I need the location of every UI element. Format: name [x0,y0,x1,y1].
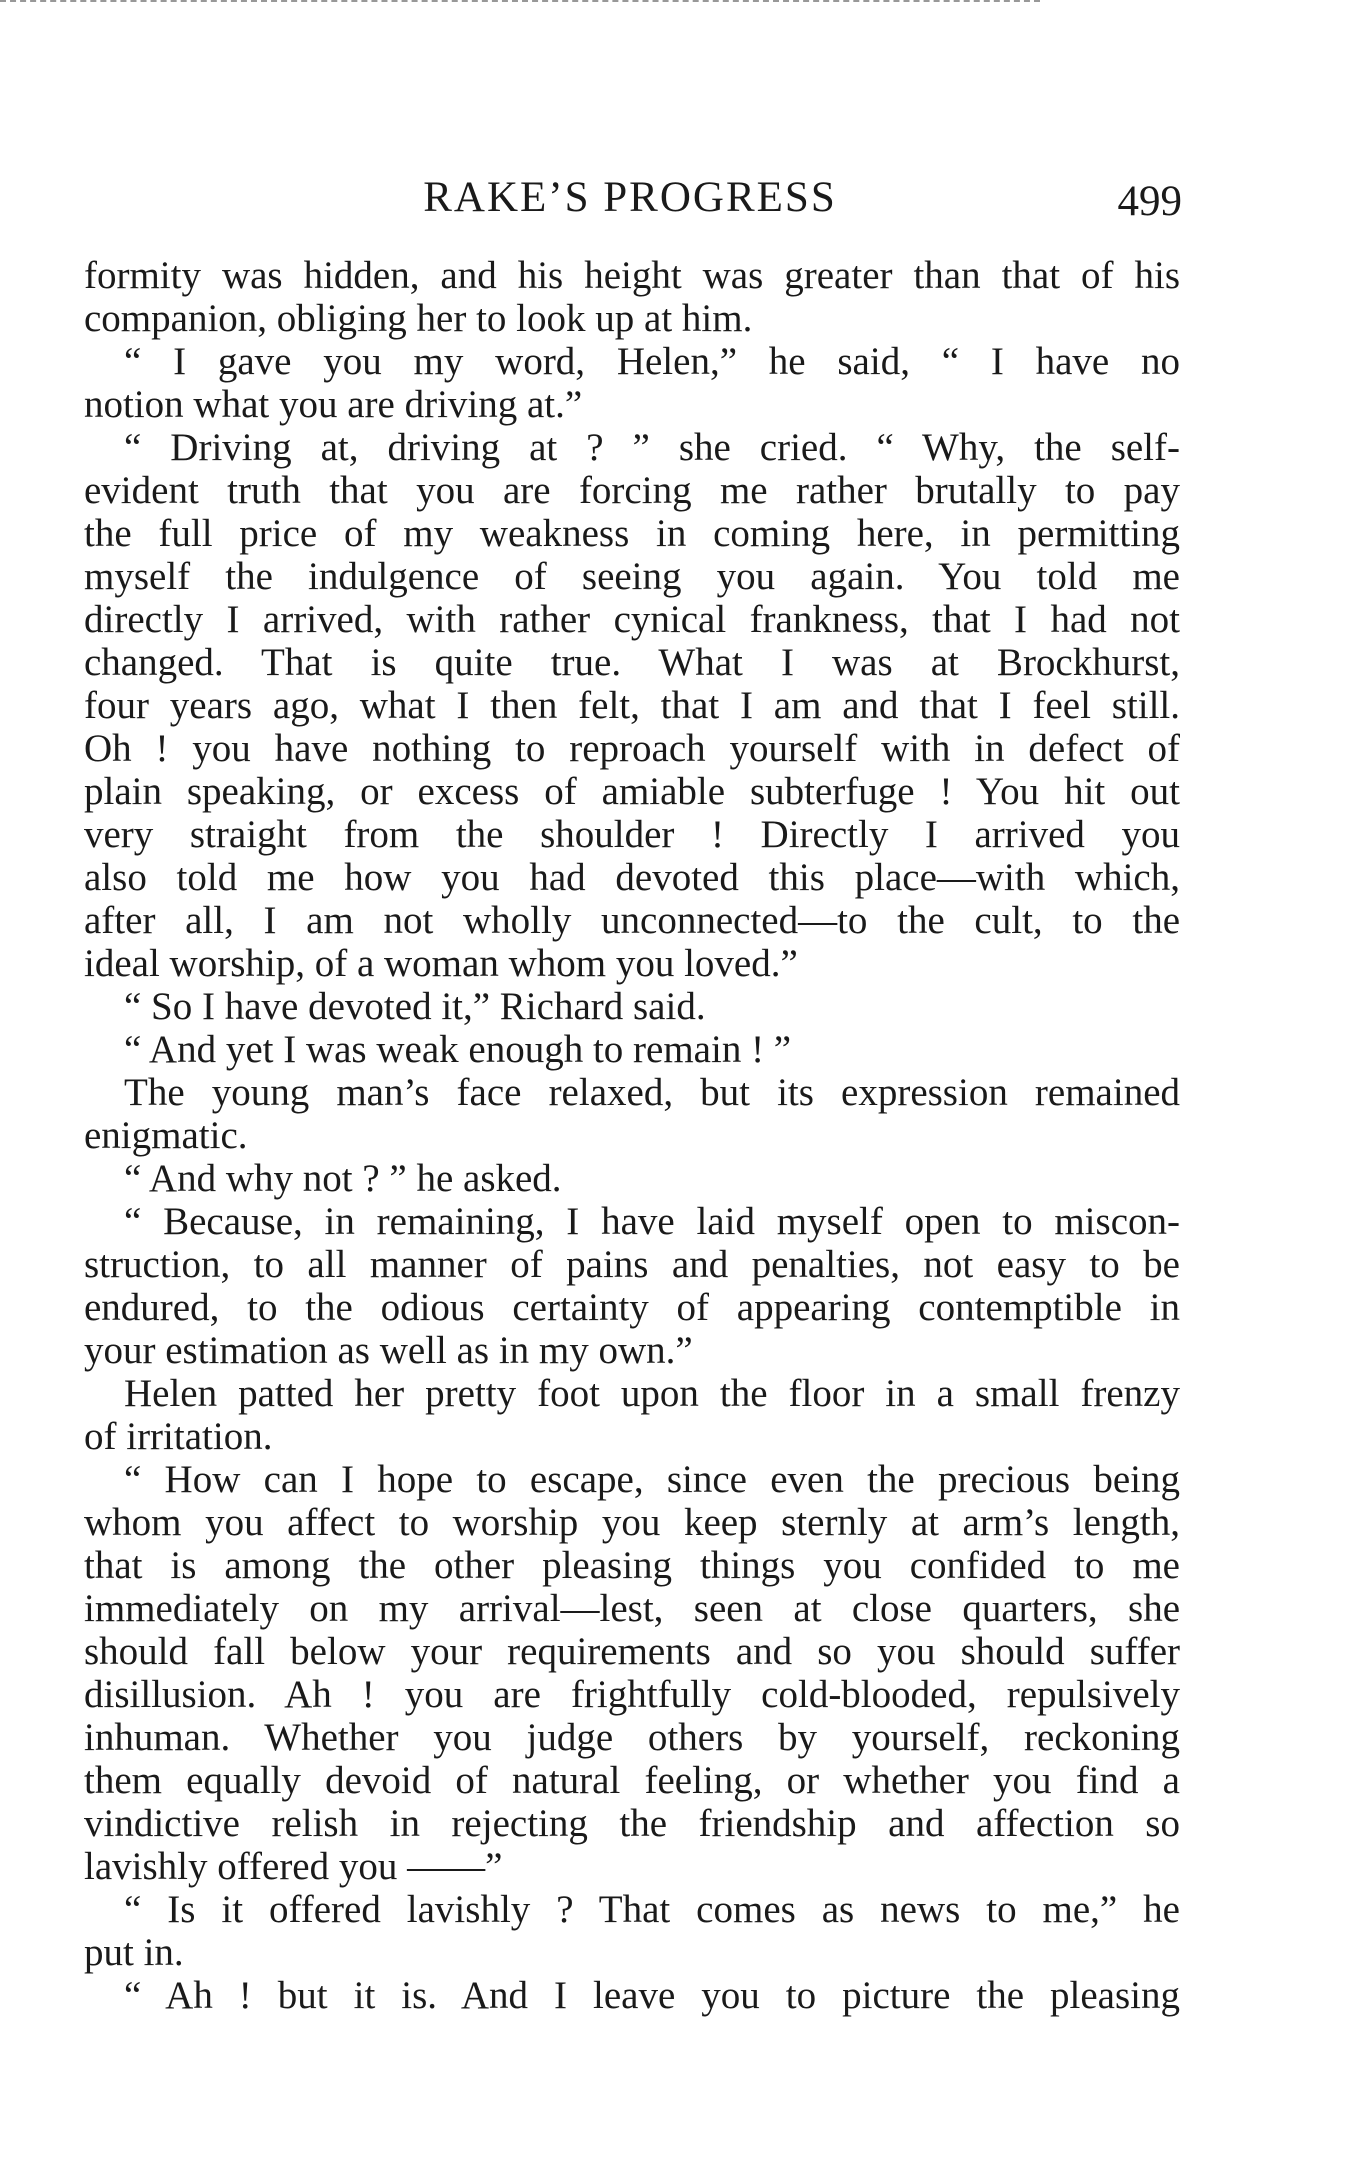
text-line: myself the indulgence of seeing you again. You told me [84,555,1180,598]
text-line: Oh ! you have nothing to reproach yourself with in defect of [84,727,1180,770]
page-number: 499 [1117,178,1182,225]
text-line: companion, obliging her to look up at him. [84,297,753,340]
text-line: struction, to all manner of pains and penalties, not easy to be [84,1243,1180,1286]
text-line: lavishly offered you ——” [84,1845,503,1888]
text-line: Helen patted her pretty foot upon the floor in a small frenzy [124,1372,1180,1415]
text-line: your estimation as well as in my own.” [84,1329,693,1372]
text-line: plain speaking, or excess of amiable subterfuge ! You hit out [84,770,1180,813]
text-line: evident truth that you are forcing me rather brutally to pay [84,469,1180,512]
text-line: whom you affect to worship you keep sternly at arm’s length, [84,1501,1180,1544]
text-line: endured, to the odious certainty of appearing contemptible in [84,1286,1180,1329]
text-line: put in. [84,1931,184,1974]
text-line: vindictive relish in rejecting the friendship and affection so [84,1802,1180,1845]
text-line: “ I gave you my word, Helen,” he said, “ I have no [124,340,1180,383]
text-line: them equally devoid of natural feeling, or whether you find a [84,1759,1180,1802]
text-line: directly I arrived, with rather cynical frankness, that I had not [84,598,1180,641]
body-text [84,254,1180,2017]
text-line: “ Ah ! but it is. And I leave you to picture the pleasing [124,1974,1180,2017]
text-line: “ Is it offered lavishly ? That comes as news to me,” he [124,1888,1180,1931]
text-line: The young man’s face relaxed, but its expression remained [124,1071,1180,1114]
text-line: of irritation. [84,1415,273,1458]
text-line: four years ago, what I then felt, that I am and that I feel still. [84,684,1180,727]
text-line: also told me how you had devoted this place—with which, [84,856,1180,899]
text-line: changed. That is quite true. What I was at Brockhurst, [84,641,1180,684]
text-line: immediately on my arrival—lest, seen at close quarters, she [84,1587,1180,1630]
text-line: enigmatic. [84,1114,248,1157]
text-line: that is among the other pleasing things you confided to me [84,1544,1180,1587]
text-line: formity was hidden, and his height was greater than that of his [84,254,1180,297]
running-head [80,168,1180,228]
text-line: “ And yet I was weak enough to remain ! ” [124,1028,792,1071]
running-title: RAKE’S PROGRESS [423,174,837,221]
text-line: disillusion. Ah ! you are frightfully cold-blooded, repulsively [84,1673,1180,1716]
text-line: very straight from the shoulder ! Directly I arrived you [84,813,1180,856]
text-line: should fall below your requirements and so you should suffer [84,1630,1180,1673]
text-line: “ Driving at, driving at ? ” she cried. “ Why, the self- [124,426,1180,469]
text-line: “ So I have devoted it,” Richard said. [124,985,706,1028]
text-line: “ And why not ? ” he asked. [124,1157,562,1200]
text-line: notion what you are driving at.” [84,383,583,426]
text-line: after all, I am not wholly unconnected—to the cult, to the [84,899,1180,942]
text-line: the full price of my weakness in coming here, in permitting [84,512,1180,555]
text-line: “ How can I hope to escape, since even the precious being [124,1458,1180,1501]
text-line: ideal worship, of a woman whom you loved.” [84,942,798,985]
top-edge-rule [0,0,1040,5]
text-line: inhuman. Whether you judge others by yourself, reckoning [84,1716,1180,1759]
text-line: “ Because, in remaining, I have laid myself open to miscon- [124,1200,1180,1243]
